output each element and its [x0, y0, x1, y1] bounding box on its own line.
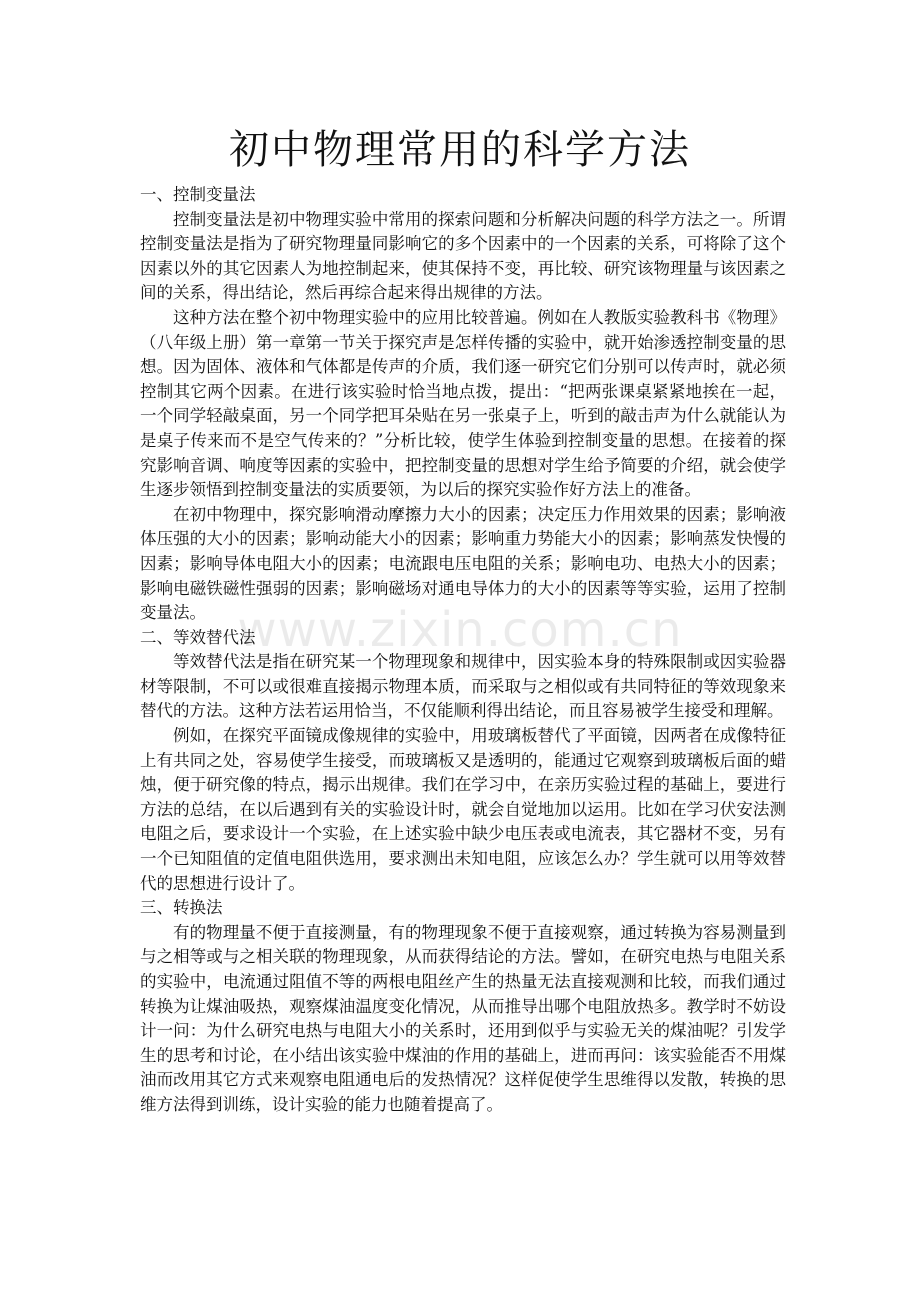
paragraph: 在初中物理中，探究影响滑动摩擦力大小的因素；决定压力作用效果的因素；影响液体压强的大小的因素；影响动能大小的因素；影响重力势能大小的因素；影响蒸发快慢的因素；影响导体电阻大小的因素；电流跟电压电阻的关系；影响电功、电热大小的因素；影响电磁铁磁性强弱的因素；影响磁场对通电导体力的大小的因素等等实验，运用了控制变量法。 [140, 504, 786, 623]
watermark: www.zixin.com.cn [237, 602, 683, 658]
paragraph: 等效替代法是指在研究某一个物理现象和规律中，因实验本身的特殊限制或因实验器材等限制，不可以或很难直接揭示物理本质，而采取与之相似或有共同特征的等效现象来替代的方法。这种方法若运用恰当，不仅能顺利得出结论，而且容易被学生接受和理解。 [140, 652, 786, 721]
paragraph: 控制变量法是初中物理实验中常用的探索问题和分析解决问题的科学方法之一。所谓控制变量法是指为了研究物理量同影响它的多个因素中的一个因素的关系，可将除了这个因素以外的其它因素人为地控制起来，使其保持不变，再比较、研究该物理量与该因素之间的关系，得出结论，然后再综合起来得出规律的方法。 [140, 209, 786, 303]
paragraph: 有的物理量不便于直接测量，有的物理现象不便于直接观察，通过转换为容易测量到与之相等或与之相关联的物理现象，从而获得结论的方法。譬如，在研究电热与电阻关系的实验中，电流通过阻值不等的两根电阻丝产生的热量无法直接观测和比较，而我们通过转换为让煤油吸热，观察煤油温度变化情况，从而推导出哪个电阻放热多。教学时不妨设计一问：为什么研究电热与电阻大小的关系时，还用到似乎与实验无关的煤油呢？引发学生的思考和讨论，在小结出该实验中煤油的作用的基础上，进而再问：该实验能否不用煤油而改用其它方式来观察电阻通电后的发热情况？这样促使学生思维得以发散，转换的思维方法得到训练，设计实验的能力也随着提高了。 [140, 922, 786, 1114]
section-control-variables [140, 183, 786, 626]
document-body [140, 183, 786, 1118]
document-title: 初中物理常用的科学方法 [229, 127, 691, 173]
section-conversion-method [140, 896, 786, 1117]
paragraph: 例如，在探究平面镜成像规律的实验中，用玻璃板替代了平面镜，因两者在成像特征上有共同之处，容易使学生接受，而玻璃板又是透明的，能通过它观察到玻璃板后面的蜡烛，便于研究像的特点，揭示出规律。我们在学习中，在亲历实验过程的基础上，要进行方法的总结，在以后遇到有关的实验设计时，就会自觉地加以运用。比如在学习伏安法测电阻之后，要求设计一个实验，在上述实验中缺少电压表或电流表，其它器材不变，另有一个已知阻值的定值电阻供选用，要求测出未知电阻，应该怎么办？学生就可以用等效替代的思想进行设计了。 [140, 726, 786, 893]
section-equivalent-substitution [140, 626, 786, 897]
section-heading: 一、控制变量法 [140, 185, 256, 204]
section-heading: 三、转换法 [140, 898, 223, 918]
paragraph: 这种方法在整个初中物理实验中的应用比较普遍。例如在人教版实验教科书《物理》（八年级上册）第一章第一节关于探究声是怎样传播的实验中，就开始渗透控制变量的思想。因为固体、液体和气体都是传声的介质，我们逐一研究它们分别可以传声时，就必须控制其它两个因素。在进行该实验时恰当地点拨，提出：“把两张课桌紧紧地挨在一起，一个同学轻敲桌面，另一个同学把耳朵贴在另一张桌子上，听到的敲击声为什么就能认为是桌子传来而不是空气传来的？”分析比较，使学生体验到控制变量的思想。在接着的探究影响音调、响度等因素的实验中，把控制变量的思想对学生给予简要的介绍，就会使学生逐步领悟到控制变量法的实质要领，为以后的探究实验作好方法上的准备。 [140, 307, 786, 500]
section-heading: 二、等效替代法 [140, 627, 256, 647]
